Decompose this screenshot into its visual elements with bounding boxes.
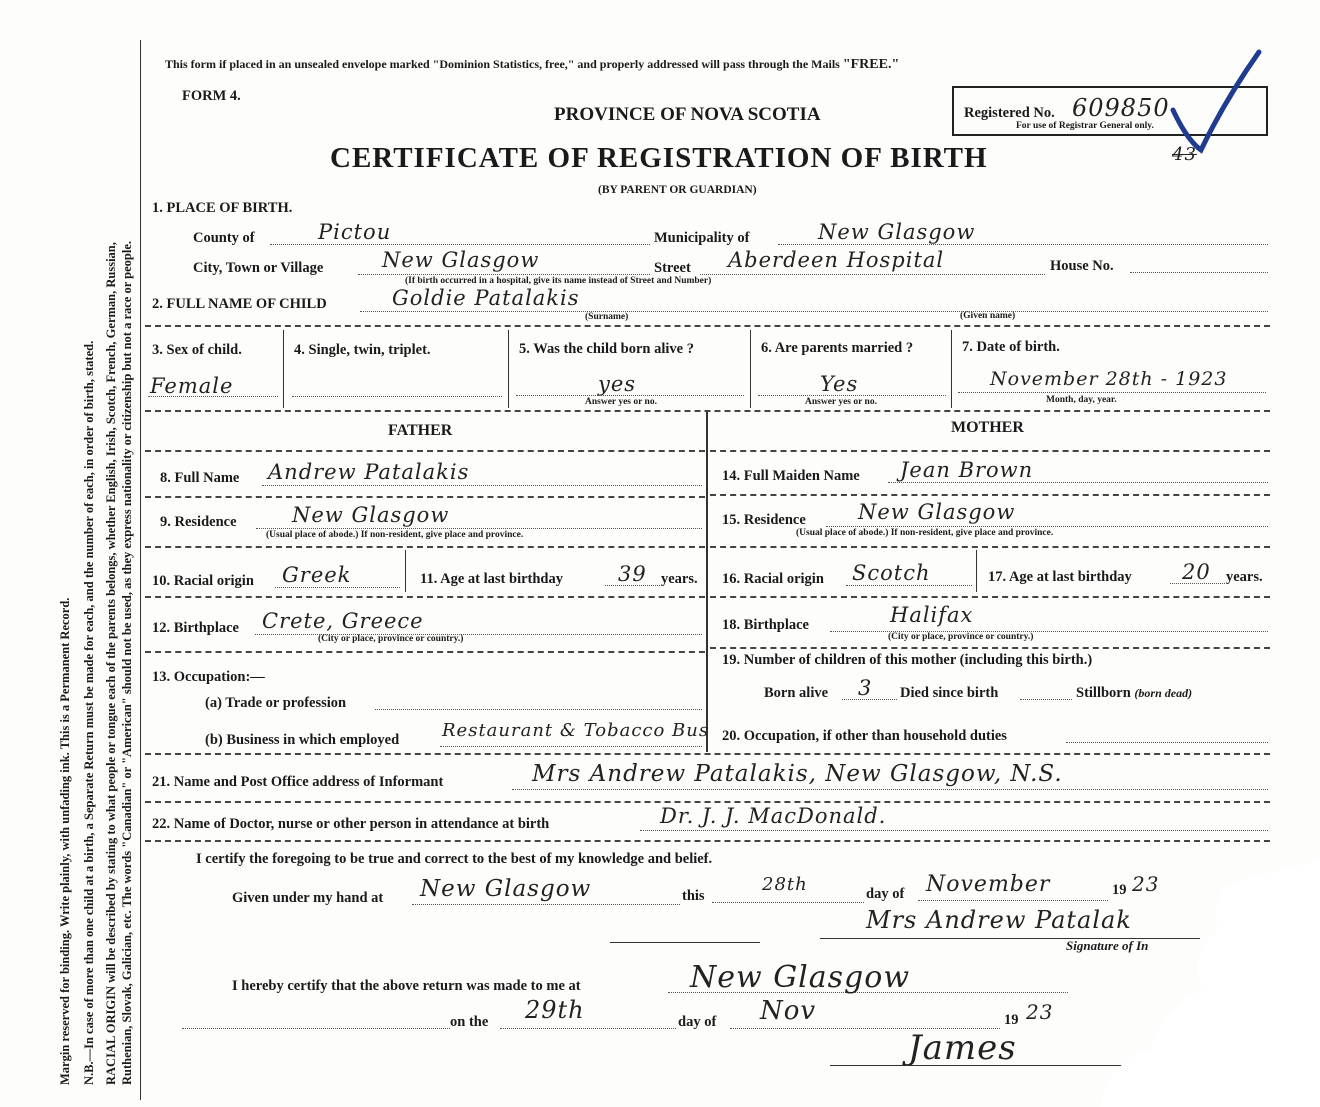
received-place-value: New Glasgow xyxy=(690,960,911,995)
trade-label: (a) Trade or profession xyxy=(205,695,347,711)
on-the-label: on the xyxy=(450,1014,489,1030)
mother-heading: MOTHER xyxy=(951,419,1024,436)
received-day-of-label: day of xyxy=(678,1014,717,1030)
born-alive-count-value: 3 xyxy=(858,676,873,700)
business-value: Restaurant & Tobacco Bus xyxy=(442,720,710,741)
margin-note-binding: Margin reserved for binding. Write plainly, with unfading ink. This is a Permanent Record. xyxy=(58,597,72,1085)
father-age-value: 39 xyxy=(618,562,647,586)
city-label: City, Town or Village xyxy=(193,260,324,276)
mother-residence-label: 15. Residence xyxy=(722,512,806,528)
mother-age-value: 20 xyxy=(1182,560,1211,584)
father-residence-label: 9. Residence xyxy=(160,514,237,530)
father-birthplace-label: 12. Birthplace xyxy=(152,620,239,636)
margin-note-multiple-births: N.B.—In case of more than one child at a birth, a Separate Return must be made for each, and the number of each, in order of birth, stated. xyxy=(82,340,96,1085)
street-label: Street xyxy=(654,260,691,276)
mother-name-label: 14. Full Maiden Name xyxy=(722,468,860,484)
corner-mark: 43 xyxy=(1172,144,1197,165)
check-mark-icon xyxy=(1165,40,1265,160)
given-at-label: Given under my hand at xyxy=(232,890,384,906)
given-day-value: 28th xyxy=(762,874,808,895)
house-number-label: House No. xyxy=(1050,258,1114,274)
mother-name-value: Jean Brown xyxy=(900,458,1034,482)
dob-label: 7. Date of birth. xyxy=(962,339,1060,355)
county-label: County of xyxy=(193,230,255,246)
born-alive-count-label: Born alive xyxy=(764,685,829,701)
stillborn-label: Stillborn (born dead) xyxy=(1076,685,1193,701)
born-alive-question: 5. Was the child born alive ? xyxy=(519,341,694,357)
sex-label: 3. Sex of child. xyxy=(152,342,242,358)
father-name-label: 8. Full Name xyxy=(160,470,240,486)
dob-note: Month, day, year. xyxy=(1046,395,1117,405)
registrar-note: For use of Registrar General only. xyxy=(1016,121,1154,131)
father-race-value: Greek xyxy=(282,563,352,587)
father-age-label: 11. Age at last birthday xyxy=(420,571,563,587)
father-heading: FATHER xyxy=(388,422,453,439)
doctor-label: 22. Name of Doctor, nurse or other person in attendance at birth xyxy=(152,816,550,832)
father-age-years: years. xyxy=(661,571,698,587)
torn-corner xyxy=(1090,860,1320,1107)
doctor-value: Dr. J. J. MacDonald. xyxy=(660,804,887,828)
form-number: FORM 4. xyxy=(182,88,241,104)
binding-margin-line xyxy=(140,40,141,1100)
received-year-value: 23 xyxy=(1026,1000,1054,1024)
mother-age-years: years. xyxy=(1226,569,1263,585)
margin-note-racial-origin: RACIAL ORIGIN will be described by stating to what people or tongue each of the parents belongs, whether English, Irish, Scotch, French, German, Russian, xyxy=(104,242,118,1085)
received-year-prefix: 19 xyxy=(1004,1012,1019,1028)
sex-value: Female xyxy=(150,374,234,398)
registered-value: 609850 xyxy=(1072,94,1170,122)
died-since-birth-label: Died since birth xyxy=(900,685,999,701)
answer-note-married: Answer yes or no. xyxy=(805,397,877,407)
informant-value: Mrs Andrew Patalakis, New Glasgow, N.S. xyxy=(532,761,1063,787)
parents-married-question: 6. Are parents married ? xyxy=(761,340,914,356)
municipality-label: Municipality of xyxy=(654,230,750,246)
answer-note-alive: Answer yes or no. xyxy=(585,397,657,407)
father-name-value: Andrew Patalakis xyxy=(268,460,470,484)
parents-married-value: Yes xyxy=(820,372,859,396)
given-name-note: (Given name) xyxy=(960,311,1016,321)
registrar-signature: James xyxy=(908,1028,1017,1068)
hereby-certify-statement: I hereby certify that the above return was made to me at xyxy=(232,978,581,994)
received-day-value: 29th xyxy=(525,996,585,1024)
born-alive-value: yes xyxy=(598,372,637,396)
father-residence-value: New Glasgow xyxy=(292,503,450,527)
mother-age-label: 17. Age at last birthday xyxy=(988,569,1132,585)
surname-note: (Surname) xyxy=(585,312,629,322)
certificate-subtitle: (BY PARENT OR GUARDIAN) xyxy=(598,184,757,196)
given-year-prefix: 19 xyxy=(1112,882,1127,898)
mother-birthplace-label: 18. Birthplace xyxy=(722,617,809,633)
certify-statement: I certify the foregoing to be true and correct to the best of my knowledge and belief. xyxy=(196,851,713,867)
occupation-label: 13. Occupation:— xyxy=(152,669,265,685)
children-count-label: 19. Number of children of this mother (including this birth.) xyxy=(722,652,1093,668)
mother-race-value: Scotch xyxy=(852,561,931,585)
father-race-label: 10. Racial origin xyxy=(152,573,254,589)
certificate-title: CERTIFICATE OF REGISTRATION OF BIRTH xyxy=(330,142,988,174)
registered-label: Registered No. xyxy=(964,105,1055,121)
mother-abode-note: (Usual place of abode.) If non-resident, give place and province. xyxy=(796,528,1054,538)
given-place-value: New Glasgow xyxy=(420,876,592,902)
street-value: Aberdeen Hospital xyxy=(728,248,945,272)
this-label: this xyxy=(682,888,705,904)
given-day-of-label: day of xyxy=(866,886,905,902)
received-month-value: Nov xyxy=(760,996,817,1026)
given-year-value: 23 xyxy=(1132,872,1160,896)
mother-race-label: 16. Racial origin xyxy=(722,571,824,587)
given-month-value: November xyxy=(926,872,1051,897)
mother-birthplace-value: Halifax xyxy=(890,603,974,627)
hospital-note: (If birth occurred in a hospital, give its name instead of Street and Number) xyxy=(405,276,712,286)
dob-value: November 28th - 1923 xyxy=(990,368,1228,390)
place-of-birth-heading: 1. PLACE OF BIRTH. xyxy=(152,200,293,216)
mail-note: This form if placed in an unsealed envelope marked "Dominion Statistics, free," and properly addressed will pass through the Mails "FREE." xyxy=(165,57,900,72)
mother-birthplace-note: (City or place, province or country.) xyxy=(888,632,1034,642)
margin-note-nationality: Ruthenian, Slovak, Galician, etc. The words "Canadian" or "American" should not be used, as they express nationality or citizenship but not a race or people. xyxy=(120,240,134,1085)
business-label: (b) Business in which employed xyxy=(205,732,400,748)
mother-residence-value: New Glasgow xyxy=(858,500,1016,524)
child-name-value: Goldie Patalakis xyxy=(392,286,580,310)
informant-signature: Mrs Andrew Patalak xyxy=(866,906,1132,934)
signature-caption: Signature of In xyxy=(1066,938,1149,953)
province-heading: PROVINCE OF NOVA SCOTIA xyxy=(554,104,821,125)
single-twin-label: 4. Single, twin, triplet. xyxy=(294,342,431,358)
father-abode-note: (Usual place of abode.) If non-resident, give place and province. xyxy=(266,530,524,540)
full-name-label: 2. FULL NAME OF CHILD xyxy=(152,296,327,312)
municipality-value: New Glasgow xyxy=(818,220,976,244)
father-birthplace-value: Crete, Greece xyxy=(262,609,424,633)
county-value: Pictou xyxy=(318,220,392,244)
father-birthplace-note: (City or place, province or country.) xyxy=(318,634,464,644)
city-value: New Glasgow xyxy=(382,248,540,272)
informant-label: 21. Name and Post Office address of Informant xyxy=(152,774,444,790)
mother-occupation-label: 20. Occupation, if other than household duties xyxy=(722,728,1007,744)
